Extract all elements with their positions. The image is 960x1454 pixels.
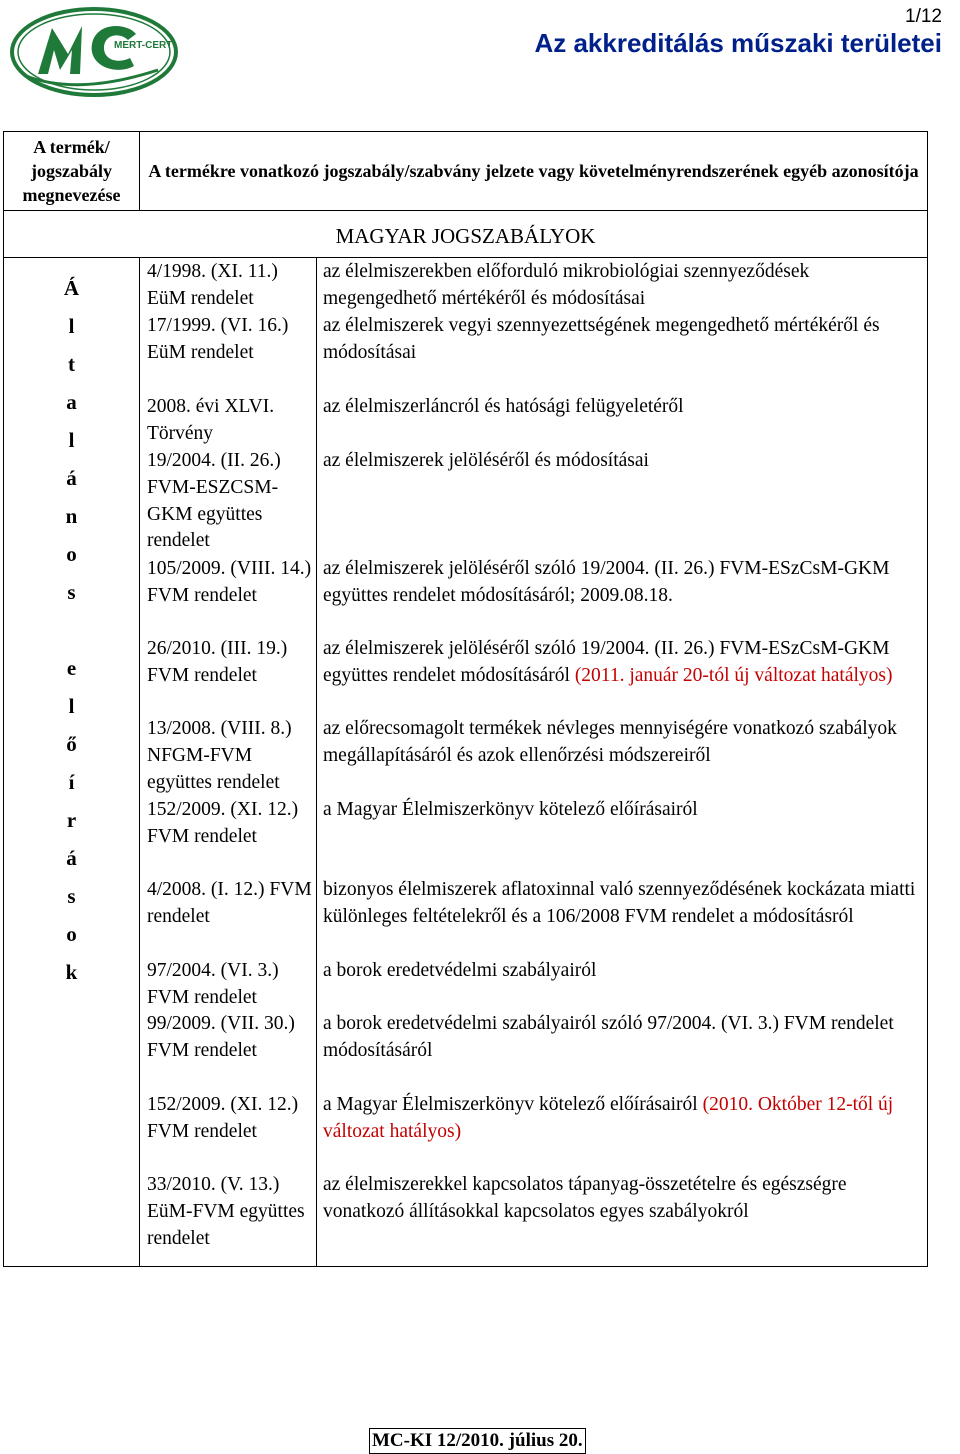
side-label-general-provisions bbox=[4, 258, 140, 1267]
logo-label: MERT-CERT bbox=[114, 40, 173, 51]
side-label-char: á bbox=[66, 846, 77, 870]
side-label-char: t bbox=[68, 352, 75, 376]
validity-note: (2010. Október 12-től új változat hatályos) bbox=[323, 1094, 894, 1142]
side-label-char: o bbox=[66, 922, 77, 946]
regulation-description: az élelmiszerekben előforduló mikrobiológiai szennyeződések megengedhető mértékéről és módosításai bbox=[323, 261, 810, 309]
regulation-code: 105/2009. (VIII. 14.) FVM rendelet bbox=[147, 558, 312, 606]
regulation-code: 4/2008. (I. 12.) FVM rendelet bbox=[147, 879, 312, 927]
regulation-code: 99/2009. (VII. 30.) FVM rendelet bbox=[147, 1013, 295, 1061]
regulation-description: a borok eredetvédelmi szabályairól bbox=[323, 960, 597, 981]
regulation-description: a borok eredetvédelmi szabályairól szóló 97/2004. (VI. 3.) FVM rendelet módosításáról bbox=[323, 1013, 894, 1061]
regulation-code: 152/2009. (XI. 12.) FVM rendelet bbox=[147, 799, 299, 847]
side-label-char: n bbox=[65, 504, 78, 528]
regulation-description: az élelmiszerek jelöléséről és módosításai bbox=[323, 450, 649, 471]
side-label-char: Á bbox=[63, 276, 80, 300]
side-label-char: l bbox=[68, 314, 75, 338]
company-logo bbox=[8, 4, 180, 100]
validity-note: (2011. január 20-tól új változat hatályos) bbox=[574, 664, 893, 686]
regulation-description: az élelmiszerek jelöléséről szóló 19/2004. (II. 26.) FVM-ESzCsM-GKM együttes rendelet módosításáról bbox=[323, 638, 890, 686]
regulation-code: 13/2008. (VIII. 8.) NFGM-FVM együttes rendelet bbox=[147, 718, 292, 793]
regulation-code: 33/2010. (V. 13.) EüM-FVM együttes rendelet bbox=[147, 1174, 305, 1249]
regulation-code: 152/2009. (XI. 12.) FVM rendelet bbox=[147, 1094, 299, 1142]
side-label-char: s bbox=[67, 884, 76, 908]
regulation-description: az élelmiszerláncról és hatósági felügyeletéről bbox=[323, 396, 684, 417]
regulation-code: 2008. évi XLVI. Törvény bbox=[147, 396, 275, 444]
side-label-char: o bbox=[66, 542, 77, 566]
regulation-description: a Magyar Élelmiszerkönyv kötelező előírásairól bbox=[323, 1094, 698, 1115]
side-label-spacer bbox=[4, 611, 139, 649]
side-label-char: r bbox=[66, 808, 77, 832]
regulation-description: az élelmiszerek jelöléséről szóló 19/2004. (II. 26.) FVM-ESzCsM-GKM együttes rendelet módosításáról; 2009.08.18. bbox=[323, 558, 890, 606]
side-label-char: s bbox=[67, 580, 76, 604]
section-header-row bbox=[4, 211, 928, 258]
regulation-description: az előrecsomagolt termékek névleges mennyiségére vonatkozó szabályok megállapításáról és azok ellenőrzési módszereiről bbox=[323, 718, 897, 766]
side-label-char: l bbox=[68, 694, 75, 718]
regulation-description: az élelmiszerekkel kapcsolatos tápanyag-összetételre és egészségre vonatkozó állításokkal kapcsolatos egyes szabályokról bbox=[323, 1174, 847, 1222]
side-label-char: í bbox=[68, 770, 75, 794]
regulation-description: a Magyar Élelmiszerkönyv kötelező előírásairól bbox=[323, 799, 698, 820]
regulation-description: az élelmiszerek vegyi szennyezettségének megengedhető mértékéről és módosításai bbox=[323, 315, 880, 363]
regulation-code: 4/1998. (XI. 11.) EüM rendelet bbox=[147, 261, 278, 309]
side-label-char: e bbox=[66, 656, 77, 680]
regulation-code: 26/2010. (III. 19.) FVM rendelet bbox=[147, 638, 288, 686]
document-title: Az akkreditálás műszaki területei bbox=[534, 28, 942, 58]
regulation-codes-column bbox=[140, 258, 317, 1267]
table-body-row bbox=[4, 258, 928, 1267]
regulation-descriptions-column bbox=[317, 258, 928, 1267]
regulation-description-block bbox=[323, 636, 921, 716]
document-footer-id: MC-KI 12/2010. július 20. bbox=[369, 1428, 586, 1454]
regulation-description-block bbox=[323, 1092, 921, 1172]
side-label-char: k bbox=[65, 960, 78, 984]
regulation-code: 97/2004. (VI. 3.) FVM rendelet bbox=[147, 960, 279, 1008]
side-label-char: ő bbox=[66, 732, 77, 756]
page-number: 1/12 bbox=[905, 6, 942, 27]
table-header-row bbox=[4, 132, 928, 211]
column-header-product: A termék/ jogszabály megnevezése bbox=[4, 132, 140, 211]
side-label-char: l bbox=[68, 428, 75, 452]
mert-cert-logo-graphic bbox=[8, 4, 180, 100]
accreditation-table bbox=[3, 131, 928, 1267]
section-title: MAGYAR JOGSZABÁLYOK bbox=[335, 224, 596, 248]
regulation-code: 19/2004. (II. 26.) FVM-ESZCSM-GKM együttes rendelet bbox=[147, 450, 281, 552]
regulation-description: bizonyos élelmiszerek aflatoxinnal való szennyeződésének kockázata miatti különleges feltételekről és a 106/2008 FVM rendelet a módosításról bbox=[323, 879, 916, 927]
regulation-code: 17/1999. (VI. 16.) EüM rendelet bbox=[147, 315, 289, 363]
column-header-identifier: A termékre vonatkozó jogszabály/szabvány jelzete vagy követelményrendszerének egyéb azonosítója bbox=[140, 132, 928, 211]
section-title-cell bbox=[4, 211, 928, 258]
side-label-char: a bbox=[66, 390, 77, 414]
side-label-char: á bbox=[66, 466, 77, 490]
